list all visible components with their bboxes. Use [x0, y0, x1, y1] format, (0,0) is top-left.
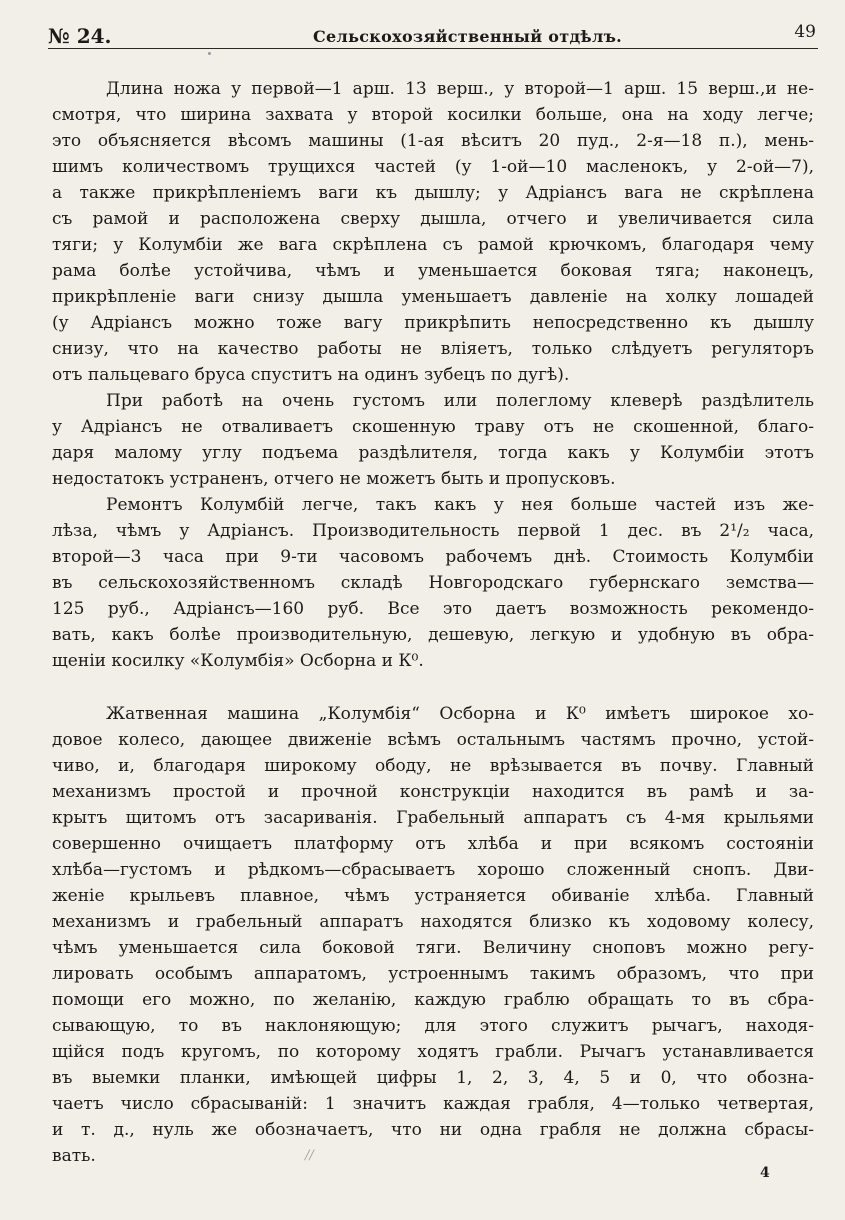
- section-title: Сельскохозяйственный отдѣлъ.: [313, 27, 623, 46]
- text-line: снизу, что на качество работы не вліяетъ, только слѣдуетъ регуляторъ: [52, 339, 814, 359]
- page-header: [48, 22, 818, 49]
- text-line: это объясняется вѣсомъ машины (1-ая вѣситъ 20 пуд., 2-я—18 п.), мень-: [52, 131, 814, 151]
- pencil-mark: //: [305, 1148, 314, 1163]
- paragraph-1: [52, 76, 814, 388]
- page-number: 49: [794, 22, 816, 42]
- text-line: лировать особымъ аппаратомъ, устроеннымъ такимъ образомъ, что при: [52, 964, 814, 984]
- text-line: рама болѣе устойчива, чѣмъ и уменьшается боковая тяга; наконецъ,: [52, 261, 814, 281]
- text-line: сывающую, то въ наклоняющую; для этого служитъ рычагъ, находя-: [52, 1016, 814, 1036]
- paragraph-4: [52, 701, 814, 1169]
- text-line: помощи его можно, по желанію, каждую граблю обращать то въ сбра-: [52, 990, 814, 1010]
- issue-number: № 24.: [48, 24, 112, 48]
- text-line: чѣмъ уменьшается сила боковой тяги. Величину сноповъ можно регу-: [52, 938, 814, 958]
- text-line: даря малому углу подъема раздѣлителя, тогда какъ у Колумбіи этотъ: [52, 443, 815, 463]
- text-line: въ выемки планки, имѣющей цифры 1, 2, 3, 4, 5 и 0, что обозна-: [52, 1068, 814, 1088]
- text-line: При работѣ на очень густомъ или полеглому клеверѣ раздѣлитель: [106, 391, 814, 411]
- text-line: довое колесо, дающее движеніе всѣмъ остальнымъ частямъ прочно, устой-: [52, 730, 814, 750]
- text-line: отъ пальцеваго бруса спуститъ на одинъ зубецъ по дугѣ).: [52, 365, 570, 385]
- header-dot: [208, 52, 211, 55]
- text-line: Длина ножа у первой—1 арш. 13 верш., у второй—1 арш. 15 верш.,и не-: [106, 79, 814, 99]
- text-line: крытъ щитомъ отъ засариванія. Грабельный аппаратъ съ 4-мя крыльями: [52, 808, 814, 828]
- text-line: тяги; у Колумбіи же вага скрѣплена съ рамой крючкомъ, благодаря чему: [52, 235, 814, 255]
- text-line: щеніи косилку «Колумбія» Осборна и К⁰.: [52, 651, 424, 671]
- text-line: Жатвенная машина „Колумбія“ Осборна и К⁰ имѣетъ широкое хо-: [106, 704, 814, 724]
- signature-mark: 4: [760, 1165, 770, 1181]
- text-line: съ рамой и расположена сверху дышла, отчего и увеличивается сила: [52, 209, 815, 229]
- text-line: а также прикрѣпленіемъ ваги къ дышлу; у Адріансъ вага не скрѣплена: [52, 183, 814, 203]
- text-line: механизмъ простой и прочной конструкціи находится въ рамѣ и за-: [52, 782, 815, 802]
- text-line: прикрѣпленіе ваги снизу дышла уменьшаетъ давленіе на холку лошадей: [52, 287, 814, 307]
- text-line: женіе крыльевъ плавное, чѣмъ устраняется обиваніе хлѣба. Главный: [52, 886, 814, 906]
- text-line: у Адріансъ не отваливаетъ скошенную траву отъ не скошенной, благо-: [52, 417, 814, 437]
- text-line: вать, какъ болѣе производительную, дешевую, легкую и удобную въ обра-: [52, 625, 814, 645]
- text-line: вать.: [52, 1146, 96, 1166]
- paragraph-2: [52, 388, 814, 492]
- text-line: шимъ количествомъ трущихся частей (у 1-ой—10 масленокъ, у 2-ой—7),: [52, 157, 814, 177]
- paragraph-3: [52, 492, 814, 674]
- text-line: хлѣба—густомъ и рѣдкомъ—сбрасываетъ хорошо сложенный снопъ. Дви-: [52, 860, 814, 880]
- text-line: щійся подъ кругомъ, по которому ходятъ грабли. Рычагъ устанавливается: [52, 1042, 814, 1062]
- text-line: механизмъ и грабельный аппаратъ находятся близко къ ходовому колесу,: [52, 912, 814, 932]
- text-line: 125 руб., Адріансъ—160 руб. Все это даетъ возможность рекомендо-: [52, 599, 814, 619]
- text-line: смотря, что ширина захвата у второй косилки больше, она на ходу легче;: [52, 105, 814, 125]
- text-line: чаетъ число сбрасываній: 1 значитъ каждая грабля, 4—только четвертая,: [52, 1094, 814, 1114]
- text-line: чиво, и, благодаря широкому ободу, не врѣзывается въ почву. Главный: [52, 756, 814, 776]
- text-line: (у Адріансъ можно тоже вагу прикрѣпить непосредственно къ дышлу: [52, 313, 814, 333]
- text-line: недостатокъ устраненъ, отчего не можетъ быть и пропусковъ.: [52, 469, 616, 489]
- text-line: совершенно очищаетъ платформу отъ хлѣба и при всякомъ состояніи: [52, 834, 814, 854]
- text-line: лѣза, чѣмъ у Адріансъ. Производительность первой 1 дес. въ 2¹/₂ часа,: [52, 521, 814, 541]
- text-line: въ сельскохозяйственномъ складѣ Новгородскаго губернскаго земства—: [52, 573, 815, 593]
- text-line: Ремонтъ Колумбій легче, такъ какъ у нея больше частей изъ же-: [106, 495, 814, 515]
- text-line: второй—3 часа при 9-ти часовомъ рабочемъ днѣ. Стоимость Колумбіи: [52, 547, 814, 567]
- text-line: и т. д., нуль же обозначаетъ, что ни одна грабля не должна сбрасы-: [52, 1120, 814, 1140]
